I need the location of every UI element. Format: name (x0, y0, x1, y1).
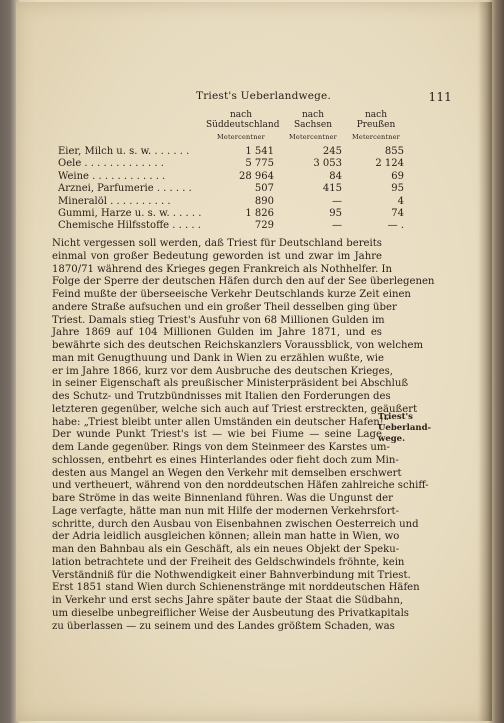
text-line: desten aus Mangel an Wegen den Verkehr mit demselben erschwert (52, 467, 402, 479)
text-line: Verständniß für die Nothwendigkeit einer Bahnverbindung mit Triest. (52, 569, 411, 581)
column-header-sachsen (278, 110, 348, 142)
column-header-line: Preußen (356, 120, 396, 130)
value-sueddeutschland: 1 826 (245, 207, 274, 219)
text-line: man den Bahnbau als ein Geschäft, als ein neues Objekt der Speku- (52, 544, 400, 555)
text-line: Folge der Sperre der deutschen Häfen durch den auf der See überlegenen (52, 276, 435, 288)
row-label: Mineralöl . . . . . . . . . . (58, 195, 171, 207)
text-line: einmal von großer Bedeutung geworden ist und zwar im Jahre (52, 250, 382, 262)
value-sachsen: 3 053 (313, 158, 342, 170)
page-number: 111 (428, 90, 452, 104)
column-header-line: nach (302, 110, 324, 120)
value-sueddeutschland: 729 (254, 220, 274, 232)
text-line: Jahre 1869 auf 104 Millionen Gulden im Jahre 1871, und es (52, 327, 382, 339)
text-line: Nicht vergessen soll werden, daß Triest für Deutschland bereits (52, 238, 382, 249)
table-row (56, 196, 456, 208)
value-sachsen: 415 (322, 183, 342, 195)
text-line: Erst 1851 stand Wien durch Schienenstränge mit norddeutschen Häfen (52, 582, 420, 594)
value-sachsen: — (332, 220, 342, 232)
value-sachsen: 245 (322, 146, 342, 157)
row-label: Oele . . . . . . . . . . . . . (58, 158, 164, 170)
value-sueddeutschland: 28 964 (239, 170, 274, 182)
text-line: schritte, durch den Ausbau von Eisenbahnen zwischen Oesterreich und (52, 518, 419, 530)
text-line: dem Lande gegenüber. Rings von dem Steinmeer des Karstes um- (52, 442, 390, 453)
text-line: um dieselbe unbegreiflicher Weise der Ausbeutung des Privatkapitals (52, 607, 409, 619)
table-row (56, 220, 456, 232)
value-preussen: 855 (384, 146, 404, 157)
margin-note-line: wege. (378, 434, 406, 444)
value-preussen: — . (387, 220, 404, 232)
text-line: er im Jahre 1866, kurz vor dem Ausbruche des deutschen Krieges, (52, 365, 394, 377)
row-label: Chemische Hilfsstoffe . . . . . (58, 220, 201, 232)
text-line: letzteren gegenüber, welche sich auch auf Triest erstreckten, geäußert (52, 403, 418, 415)
value-sueddeutschland: 1 541 (245, 146, 274, 157)
table-row (56, 183, 456, 195)
column-unit: Metercentner (352, 133, 400, 141)
text-line: und vertheuert, während von den norddeutschen Häfen zahlreiche schiff- (52, 480, 429, 492)
column-header-line: Sachsen (293, 120, 333, 130)
text-line: habe: „Triest bleibt unter allen Umständen ein deutscher Hafen!“ (52, 416, 389, 428)
margin-note-line: Ueberland- (378, 423, 432, 433)
text-line: bewährte sich des deutschen Reichskanzlers Voraussblick, von welchem (52, 340, 424, 351)
column-header-line: Süddeutschland (206, 120, 280, 130)
row-label: Arznei, Parfumerie . . . . . . (58, 183, 192, 195)
text-line: andere Straße aufsuchen und ein großer Theil desselben ging über (52, 301, 397, 313)
text-line: Feind mußte der überseeische Verkehr Deutschlands kurze Zeit einen (52, 289, 411, 300)
running-title: Triest's Ueberlandwege. (196, 90, 332, 102)
table-row (56, 171, 456, 183)
value-sueddeutschland: 5 775 (245, 158, 274, 170)
column-unit: Metercentner (217, 133, 265, 141)
export-table (56, 146, 456, 233)
text-line: lation betrachtete und der Freiheit des Geldschwindels fröhnte, kein (52, 556, 405, 568)
value-preussen: 74 (391, 207, 404, 219)
table-row (56, 146, 456, 158)
text-line: Lage verfagte, hätte man nun mit Hilfe der modernen Verkehrsfort- (52, 505, 400, 517)
value-sachsen: 84 (329, 170, 342, 182)
column-header-line: nach (365, 110, 387, 120)
page-gutter-shadow (478, 2, 492, 721)
value-sachsen: — (332, 195, 342, 207)
page-header (56, 90, 452, 104)
value-preussen: 2 124 (375, 158, 404, 170)
row-label: Weine . . . . . . . . . . . . (58, 170, 166, 182)
text-line: man mit Genugthuung und Dank in Wien zu erzählen wußte, wie (52, 352, 384, 364)
value-preussen: 4 (397, 195, 404, 207)
value-sueddeutschland: 890 (254, 195, 274, 207)
text-line: in Verkehr und erst sechs Jahre später baute der Staat die Südbahn, (52, 595, 404, 606)
text-line: Triest. Damals stieg Triest's Ausfuhr von 68 Millionen Gulden im (52, 314, 385, 326)
column-header-line: nach (230, 110, 252, 120)
value-preussen: 69 (391, 170, 404, 182)
value-preussen: 95 (391, 183, 404, 195)
text-line: der Adria leidlich ausgleichen können; allein man hatte in Wien, wo (52, 531, 400, 543)
text-line: bare Ströme in das weite Binnenland führen. Was die Ungunst der (52, 493, 393, 504)
text-line: 1870/71 während des Krieges gegen Frankreich als Nothhelfer. In (52, 263, 393, 275)
text-line: des Schutz- und Trutzbündnisses mit Italien den Forderungen des (52, 391, 391, 402)
margin-note-line: Triest's (378, 412, 413, 422)
book-page (16, 2, 492, 721)
column-header-sueddeutschland (206, 110, 280, 142)
text-line: in seiner Eigenschaft als preußischer Ministerpräsident bei Abschluß (52, 378, 409, 390)
row-label: Gummi, Harze u. s. w. . . . . . (58, 207, 202, 219)
row-label: Eier, Milch u. s. w. . . . . . . (58, 146, 190, 157)
table-row (56, 208, 456, 220)
text-line: schlossen, entbehrt es eines Hinterlandes oder fieht doch zum Min- (52, 454, 399, 466)
table-row (56, 158, 456, 170)
column-unit: Metercentner (289, 133, 337, 141)
margin-note (378, 412, 438, 445)
text-line: zu überlassen — zu seinem und des Landes größtem Schaden, was (52, 620, 395, 632)
value-sachsen: 95 (329, 207, 342, 219)
column-header-preussen (341, 110, 411, 142)
text-line: Der wunde Punkt Triest's ist — wie bei Fiume — seine Lage (52, 429, 382, 441)
value-sueddeutschland: 507 (254, 183, 274, 195)
